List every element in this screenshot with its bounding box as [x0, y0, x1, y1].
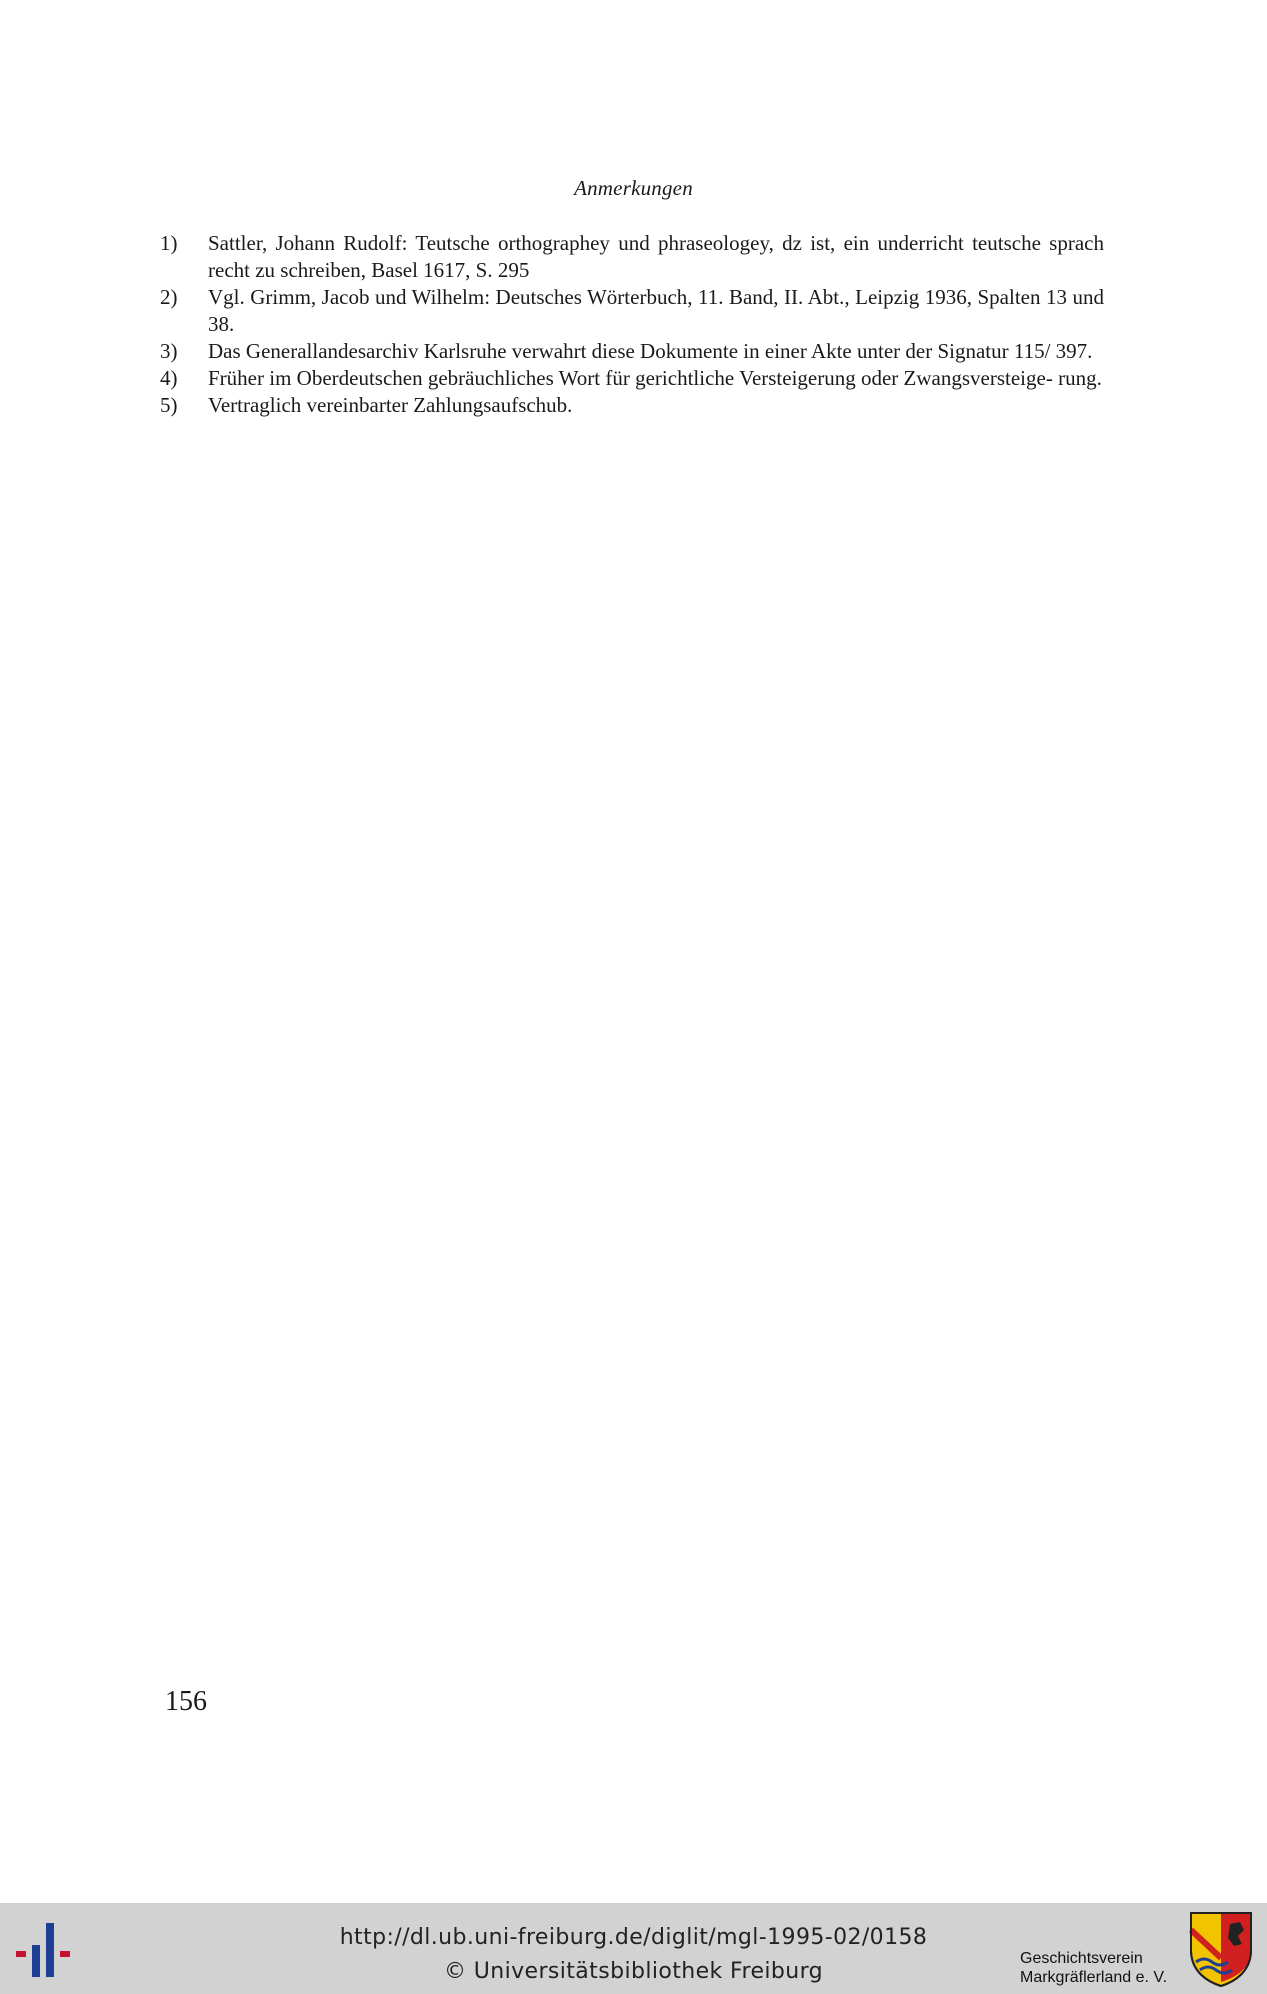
endnote-text: Sattler, Johann Rudolf: Teutsche orthographey und phraseologey, dz ist, ein underricht teutsche sprach recht zu schreiben, Basel 1617, S. 295: [208, 231, 1104, 282]
endnote-number: 2): [160, 285, 178, 309]
page-heading: Anmerkungen: [574, 176, 693, 200]
society-name-line1: Geschichtsverein: [1020, 1950, 1143, 1967]
endnote-text: Vgl. Grimm, Jacob und Wilhelm: Deutsches Wörterbuch, 11. Band, II. Abt., Leipzig 1936, Spalten 13 und 38.: [208, 285, 1104, 336]
endnotes-list: [160, 230, 1104, 419]
endnote: [160, 230, 1104, 284]
endnote: [160, 338, 1104, 365]
page-number: 156: [165, 1686, 207, 1717]
society-name-line2: Markgräflerland e. V.: [1020, 1969, 1168, 1986]
copyright-text: © Universitätsbibliothek Freiburg: [443, 1959, 824, 1984]
endnote: [160, 284, 1104, 338]
endnote-number: 5): [160, 393, 178, 417]
endnote-number: 4): [160, 366, 178, 390]
endnote-text: Das Generallandesarchiv Karlsruhe verwahrt diese Dokumente in einer Akte unter der Signatur 115/ 397.: [208, 339, 1093, 363]
endnote: [160, 392, 1104, 419]
society-name: [1020, 1949, 1167, 1987]
coat-of-arms-icon: [1188, 1910, 1254, 1988]
endnote-number: 1): [160, 231, 178, 255]
footer-bar: [0, 1903, 1267, 1994]
permalink-link[interactable]: http://dl.ub.uni-freiburg.de/diglit/mgl-1995-02/0158: [339, 1925, 928, 1950]
endnote-text: Früher im Oberdeutschen gebräuchliches Wort für gerichtliche Versteigerung oder Zwangsversteige- rung.: [208, 366, 1102, 390]
endnote-number: 3): [160, 339, 178, 363]
endnote-text: Vertraglich vereinbarter Zahlungsaufschub.: [208, 393, 573, 417]
endnote: [160, 365, 1104, 392]
